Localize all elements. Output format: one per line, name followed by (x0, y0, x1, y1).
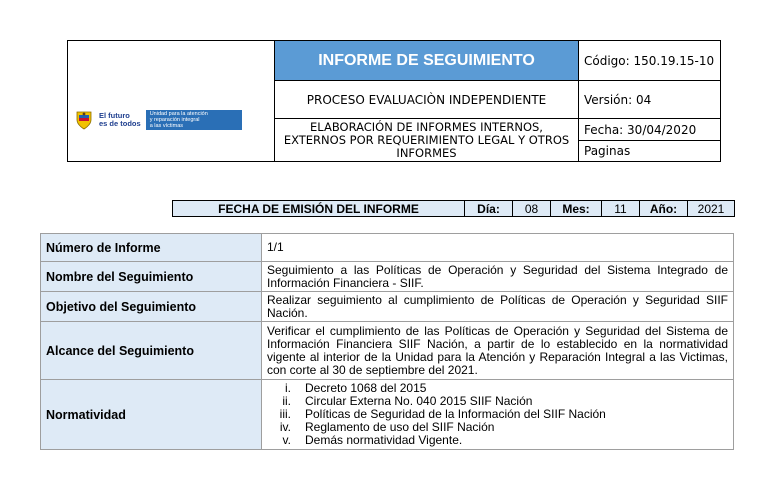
list-item: ii. Circular Externa No. 040 2015 SIIF Nación (282, 394, 533, 408)
document-date: Fecha: 30/04/2020 (579, 119, 720, 141)
institution-logo (75, 109, 267, 131)
row-label: Objetivo del Seguimiento (41, 292, 262, 322)
table-row (41, 262, 734, 292)
table-row (41, 234, 734, 262)
logo-slogan: El futuro es de todos (99, 111, 141, 128)
row-value: Realizar seguimiento al cumplimiento de Políticas de Operación y Seguridad SIIF Nación. (262, 292, 734, 322)
table-row (41, 292, 734, 322)
emission-date-bar (172, 200, 735, 217)
document-header (67, 40, 721, 162)
elaboration-description: ELABORACIÓN DE INFORMES INTERNOS, EXTERNOS POR REQUERIMIENTO LEGAL Y OTROS INFORMES (283, 119, 570, 160)
normatividad-list (267, 382, 728, 447)
day-value: 08 (513, 201, 551, 216)
year-label: Año: (640, 201, 688, 216)
row-value: 1/1 (262, 234, 734, 262)
list-item: iii. Políticas de Seguridad de la Información del SIIF Nación (279, 407, 606, 421)
process-name: PROCESO EVALUACIÒN INDEPENDIENTE (275, 81, 578, 119)
row-value (262, 380, 734, 450)
row-label: Normatividad (41, 380, 262, 450)
day-label: Día: (465, 201, 513, 216)
document-pages: Paginas (584, 144, 631, 158)
row-label: Nombre del Seguimiento (41, 262, 262, 292)
coat-of-arms-icon (75, 110, 93, 130)
list-item: v. Demás normatividad Vigente. (282, 433, 463, 447)
table-row (41, 322, 734, 380)
list-item: iv. Reglamento de uso del SIIF Nación (279, 420, 495, 434)
logo-entity-band: Unidad para la atención y reparación integral a las víctimas (146, 110, 242, 130)
emission-label: FECHA DE EMISIÓN DEL INFORME (173, 201, 465, 216)
row-value: Verificar el cumplimiento de las Políticas de Operación y Seguridad del Sistema de Información Financiera SIIF Nación, a partir de lo establecido en la normatividad vigente al interior de la Unidad para la Atención y Reparación Integral a las Victimas, con corte al 30 de septiembre del 2021. (262, 322, 734, 380)
row-label: Número de Informe (41, 234, 262, 262)
header-center (275, 41, 579, 161)
document-version: Versión: 04 (579, 81, 720, 119)
document-code: Código: 150.19.15-10 (579, 41, 720, 81)
month-value: 11 (602, 201, 640, 216)
list-item: i. Decreto 1068 del 2015 (285, 381, 427, 395)
report-details-table (40, 233, 734, 450)
header-metadata (579, 41, 720, 161)
row-value: Seguimiento a las Políticas de Operación y Seguridad del Sistema Integrado de Información Financiera - SIIF. (262, 262, 734, 292)
month-label: Mes: (551, 201, 602, 216)
report-title: INFORME DE SEGUIMIENTO (275, 41, 578, 81)
logo-cell (68, 41, 275, 161)
row-label: Alcance del Seguimiento (41, 322, 262, 380)
year-value: 2021 (697, 201, 725, 216)
table-row (41, 380, 734, 450)
